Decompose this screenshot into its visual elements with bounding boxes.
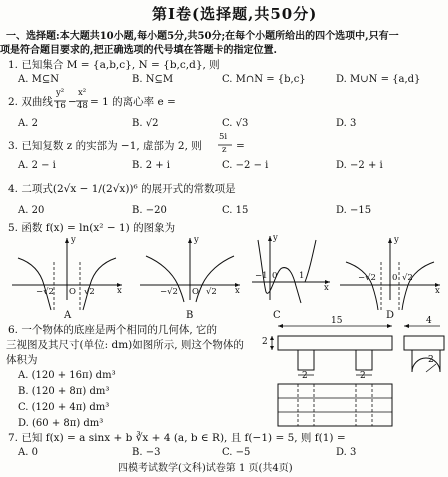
section-title: 第Ⅰ卷(选择题,共50分) bbox=[152, 5, 318, 23]
graph-d-tick-zero: 0 bbox=[392, 273, 398, 283]
q2-stem-suffix: = 1 的离心率 e = bbox=[90, 96, 176, 108]
q3-stem-prefix: 3. 已知复数 z 的实部为 −1, 虚部为 2, 则 bbox=[8, 140, 202, 152]
q2-option-b: B. √2 bbox=[132, 118, 159, 129]
q3-frac-den: z bbox=[222, 145, 227, 155]
q2-option-c: C. √3 bbox=[222, 118, 249, 129]
q2-stem-prefix: 2. 双曲线 bbox=[8, 96, 53, 108]
q6-option-d: D. (60 + 8π) dm³ bbox=[18, 418, 104, 429]
dim-leg-left: 2 bbox=[302, 371, 308, 381]
q1-option-b: B. N⊆M bbox=[132, 74, 174, 85]
graph-d-x-label: x bbox=[435, 286, 440, 296]
dim-length: 15 bbox=[331, 316, 343, 326]
q7-option-d: D. 3 bbox=[336, 447, 357, 458]
q3-option-b: B. 2 + i bbox=[132, 160, 171, 171]
q6-option-a: A. (120 + 16π) dm³ bbox=[18, 370, 116, 381]
graph-c-tick-one: 1 bbox=[299, 271, 305, 281]
q3-stem-suffix: = bbox=[236, 140, 245, 152]
graph-c-x-label: x bbox=[324, 283, 329, 293]
graph-d-tick-neg: −√2 bbox=[358, 273, 376, 283]
graph-b-label: B bbox=[186, 310, 194, 321]
graph-a-y-label: y bbox=[71, 235, 76, 245]
q3-frac-num: 5i bbox=[219, 132, 228, 142]
graph-a-tick-neg: −√2 bbox=[36, 287, 54, 297]
q3-option-a: A. 2 − i bbox=[18, 160, 56, 171]
q2-frac1-den: 16 bbox=[55, 101, 66, 111]
instructions-line-2: 项是符合题目要求的,把正确选项的代号填在答题卡的指定位置. bbox=[0, 45, 277, 56]
q7-option-b: B. −3 bbox=[132, 447, 161, 458]
q3-option-c: C. −2 − i bbox=[222, 160, 269, 171]
top-view bbox=[278, 384, 392, 426]
q2-frac1-num: y² bbox=[56, 88, 65, 98]
q6-stem-line-2: 三视图及其尺寸(单位: dm)如图所示, 则这个物体的 bbox=[6, 339, 244, 351]
graph-a-label: A bbox=[64, 310, 72, 321]
dim-radius: 2 bbox=[428, 355, 434, 365]
graph-a-origin: O bbox=[69, 287, 76, 297]
dim-width: 4 bbox=[426, 316, 432, 326]
q2-frac2-den: 48 bbox=[77, 101, 88, 111]
q6-option-c: C. (120 + 4π) dm³ bbox=[18, 402, 110, 413]
q2-minus: − bbox=[68, 96, 77, 108]
graph-d-y-label: y bbox=[394, 235, 399, 245]
dim-leg-right: 2 bbox=[360, 371, 366, 381]
q1-option-d: D. M∪N = {a,d} bbox=[336, 74, 421, 85]
q4-option-d: D. −15 bbox=[336, 205, 372, 216]
q6-stem-line-1: 6. 一个物体的底座是两个相同的几何体, 它的 bbox=[8, 324, 218, 336]
graph-a-tick-pos: √2 bbox=[84, 287, 95, 297]
q7-option-c: C. −5 bbox=[222, 447, 251, 458]
q1-stem: 1. 已知集合 M = {a,b,c}, N = {b,c,d}, 则 bbox=[8, 59, 220, 71]
q2-option-d: D. 3 bbox=[336, 118, 357, 129]
graph-b-origin: O bbox=[192, 287, 199, 297]
graph-d-label: D bbox=[386, 310, 395, 321]
q3-option-d: D. −2 + i bbox=[336, 160, 383, 171]
graph-c-y-label: y bbox=[273, 233, 278, 243]
front-view bbox=[270, 324, 392, 375]
q1-option-a: A. M⊆N bbox=[18, 74, 59, 85]
page-footer: 四模考试数学(文科)试卷第 1 页(共4页) bbox=[118, 463, 293, 474]
q7-stem: 7. 已知 f(x) = a sinx + b ∛x + 4 (a, b ∈ R), 且 f(−1) = 5, 则 f(1) = bbox=[8, 432, 346, 444]
q6-option-b: B. (120 + 8π) dm³ bbox=[18, 386, 110, 397]
q5-stem: 5. 函数 f(x) = ln(x² − 1) 的图象为 bbox=[8, 222, 176, 234]
q1-option-c: C. M∩N = {b,c} bbox=[222, 74, 306, 85]
q6-stem-line-3: 体积为 bbox=[6, 354, 38, 366]
q2-option-a: A. 2 bbox=[18, 118, 38, 129]
q4-stem: 4. 二项式(2√x − 1/(2√x))⁶ 的展开式的常数项是 bbox=[8, 183, 236, 195]
graph-b-tick-pos: √2 bbox=[206, 287, 217, 297]
q4-option-a: A. 20 bbox=[18, 205, 45, 216]
graph-c-tick-zero: 0 bbox=[272, 271, 278, 281]
side-view bbox=[404, 324, 444, 372]
dim-height: 2 bbox=[262, 337, 268, 347]
graph-b-y-label: y bbox=[194, 235, 199, 245]
q4-option-b: B. −20 bbox=[132, 205, 167, 216]
graph-b-x-label: x bbox=[235, 286, 240, 296]
graph-a-x-label: x bbox=[117, 286, 122, 296]
q2-frac2-num: x² bbox=[78, 88, 87, 98]
graph-c-label: C bbox=[273, 310, 281, 321]
graph-d-tick-pos: √2 bbox=[402, 273, 413, 283]
graph-c-tick-neg1: −1 bbox=[255, 271, 268, 281]
q4-option-c: C. 15 bbox=[222, 205, 249, 216]
instructions-line-1: 一、选择题:本大题共10小题,每小题5分,共50分;在每个小题所给出的四个选项中,只有一 bbox=[6, 31, 399, 42]
q7-option-a: A. 0 bbox=[18, 447, 38, 458]
graph-b-tick-neg: −√2 bbox=[160, 287, 178, 297]
